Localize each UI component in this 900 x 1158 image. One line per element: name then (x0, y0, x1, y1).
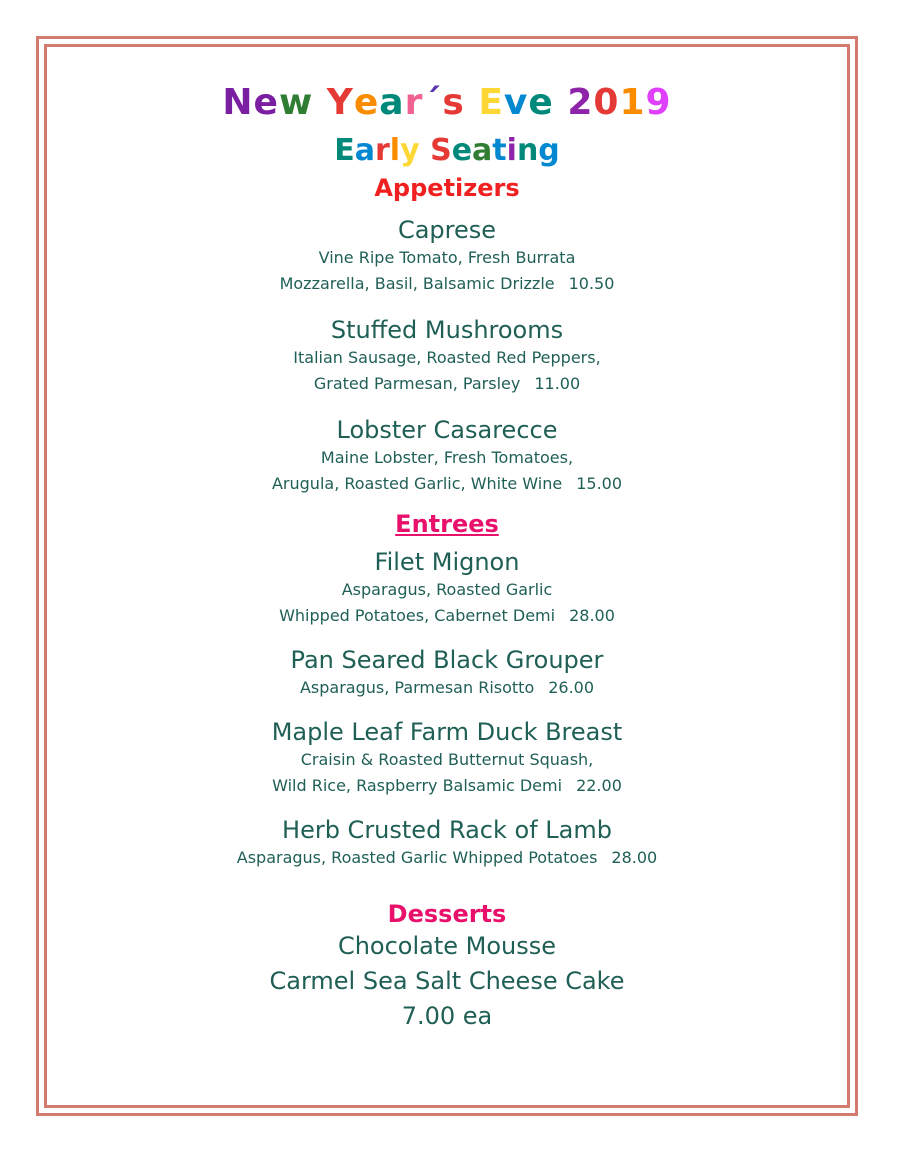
title-letter: r (404, 82, 424, 123)
subtitle-letter: t (492, 133, 507, 168)
item-price: 10.50 (568, 274, 615, 293)
title-letter: Y (326, 82, 354, 123)
item-name: Pan Seared Black Grouper (290, 646, 604, 674)
subtitle-letter: a (472, 133, 493, 168)
item-description: Grated Parmesan, Parsley 11.00 (313, 374, 581, 393)
menu-subtitle (47, 133, 847, 169)
item-price: 11.00 (534, 374, 581, 393)
title-letter (465, 81, 479, 125)
subtitle-letter: g (538, 133, 560, 168)
entrees-list (47, 547, 847, 871)
title-letter: w (278, 82, 314, 123)
entrees-heading: Entrees (395, 510, 499, 538)
title-letter: 0 (593, 82, 620, 123)
item-description: Arugula, Roasted Garlic, White Wine 15.00 (271, 474, 623, 493)
entree-item (47, 645, 847, 701)
title-letter (313, 81, 327, 125)
item-description: Whipped Potatoes, Cabernet Demi 28.00 (279, 606, 615, 625)
item-description: Wild Rice, Raspberry Balsamic Demi 22.00 (272, 776, 622, 795)
item-description: Italian Sausage, Roasted Red Peppers, (293, 348, 601, 367)
entree-item (47, 815, 847, 871)
subtitle-letter: E (334, 133, 355, 168)
subtitle-letter: l (389, 133, 401, 168)
subtitle-letter: e (451, 133, 473, 168)
appetizers-list (47, 215, 847, 497)
menu-page (47, 47, 847, 1105)
item-name: Maple Leaf Farm Duck Breast (271, 718, 623, 746)
item-name: Lobster Casarecce (336, 416, 558, 444)
item-price: 28.00 (611, 848, 658, 867)
subtitle-letter: a (354, 133, 375, 168)
item-price: 28.00 (569, 606, 615, 625)
entree-item (47, 717, 847, 799)
title-letter (554, 81, 568, 125)
title-letter: 2 (567, 82, 594, 123)
subtitle-letter: y (400, 133, 420, 168)
item-name: Stuffed Mushrooms (330, 316, 564, 344)
title-letter: e (253, 82, 279, 123)
item-name: Caprese (397, 216, 497, 244)
subtitle-letter: S (430, 133, 452, 168)
subtitle-letter (420, 133, 430, 168)
appetizer-item (47, 415, 847, 497)
dessert-item: Chocolate Mousse (337, 932, 557, 960)
dessert-item: Carmel Sea Salt Cheese Cake (269, 967, 625, 995)
menu-title (47, 81, 847, 125)
title-letter: N (222, 82, 254, 123)
title-letter: 1 (619, 82, 646, 123)
title-letter: ´ (423, 82, 443, 123)
item-price: 22.00 (576, 776, 622, 795)
subtitle-letter: r (374, 133, 390, 168)
appetizers-heading: Appetizers (374, 174, 520, 202)
item-price: 15.00 (576, 474, 623, 493)
item-description: Maine Lobster, Fresh Tomatoes, (320, 448, 574, 467)
subtitle-letter: n (516, 133, 539, 168)
item-description: Craisin & Roasted Butternut Squash, (300, 750, 594, 769)
title-letter: e (353, 82, 380, 123)
desserts-heading: Desserts (387, 900, 507, 928)
item-name: Filet Mignon (374, 548, 520, 576)
subtitle-letter: i (506, 133, 517, 168)
title-letter: e (528, 82, 554, 123)
title-letter: v (503, 82, 529, 123)
desserts-list (47, 929, 847, 999)
item-description: Vine Ripe Tomato, Fresh Burrata (318, 248, 576, 267)
title-letter: a (379, 82, 405, 123)
item-description: Asparagus, Roasted Garlic Whipped Potatoes 28.00 (236, 848, 658, 867)
item-name: Herb Crusted Rack of Lamb (282, 816, 612, 844)
item-price: 26.00 (548, 678, 595, 697)
desserts-price: 7.00 ea (401, 1002, 493, 1030)
title-letter: E (478, 82, 504, 123)
title-letter: 9 (645, 82, 672, 123)
entree-item (47, 547, 847, 629)
appetizer-item (47, 215, 847, 297)
appetizer-item (47, 315, 847, 397)
item-description: Asparagus, Parmesan Risotto 26.00 (299, 678, 595, 697)
title-letter: s (442, 82, 465, 123)
item-description: Mozzarella, Basil, Balsamic Drizzle 10.50 (279, 274, 615, 293)
item-description: Asparagus, Roasted Garlic (341, 580, 553, 599)
